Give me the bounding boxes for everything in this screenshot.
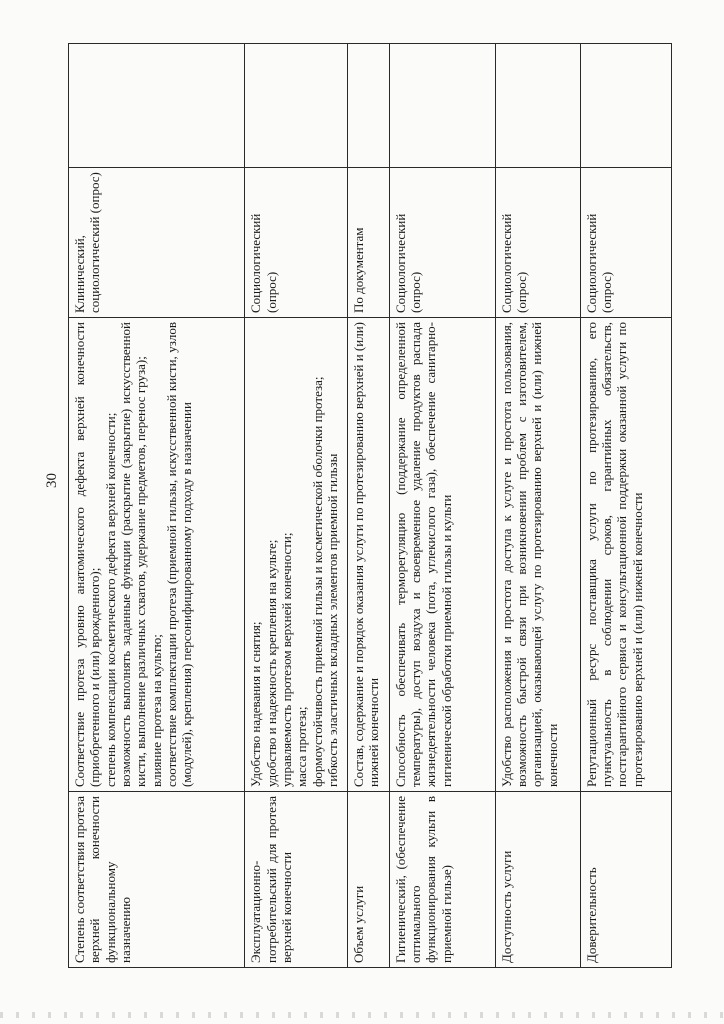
description-line: масса протеза;	[294, 706, 310, 787]
criteria-table	[68, 43, 672, 968]
description-cell	[580, 318, 671, 792]
method-cell: Социологический (опрос)	[495, 168, 580, 318]
criterion-cell: Объем услуги	[348, 792, 390, 968]
method-cell: Клинический, социологический (опрос)	[69, 168, 245, 318]
description-line: степень компенсации косметического дефекта верхней конечности;	[102, 412, 118, 787]
table-row	[245, 44, 348, 968]
criterion-cell: Гигиенический, (обеспечение оптимального функционирования культи в приемной гильзе)	[389, 792, 495, 968]
table-row	[69, 44, 245, 968]
description-line: Способность обеспечивать терморегуляцию (поддержание определенной температуры), доступ воздуха и своевременное удаление продуктов распада жизнедеятельности человека (пота, углекислого газа), обеспечение санитарно-гигиенической обработки приемной гильзы и культи	[392, 322, 454, 787]
description-line: удобство и надежность крепления на культе;	[263, 539, 279, 787]
empty-cell	[69, 44, 245, 168]
empty-cell	[495, 44, 580, 168]
criterion-cell: Степень соответствия протеза верхней конечности функциональному назначению	[69, 792, 245, 968]
description-line: Репутационный ресурс поставщика услуги по протезированию, его пунктуальность в соблюдении сроков, гарантийных обязательств, постгарантийного сервиса и консультационной поддержки оказанной услуги по протезированию верхней и (или) нижней конечности	[583, 322, 645, 787]
description-line: гибкость эластичных вкладных элементов приемной гильзы	[325, 453, 341, 787]
method-cell: Социологический (опрос)	[245, 168, 348, 318]
method-cell: По документам	[348, 168, 390, 318]
description-line: влияние протеза на культю;	[148, 634, 164, 787]
scan-artifact	[0, 1012, 724, 1018]
description-line: управляемость протезом верхней конечности;	[279, 532, 295, 787]
description-line: Состав, содержание и порядок оказания услуги по протезированию верхней и (или) нижней конечности	[351, 322, 382, 787]
description-line: Удобство надевания и снятия;	[248, 621, 264, 787]
description-line: соответствие комплектации протеза (приемной гильзы, искусственной кисти, узлов (модулей), крепления) персонифицированному подходу в назначении	[163, 322, 195, 787]
empty-cell	[389, 44, 495, 168]
method-cell: Социологический (опрос)	[580, 168, 671, 318]
criterion-cell: Доступность услуги	[495, 792, 580, 968]
description-line: возможность выполнять заданные функции (раскрытие (закрытие) искусственной кисти, выполнение различных схватов, удержание предметов, перенос груза);	[117, 322, 149, 787]
description-cell	[495, 318, 580, 792]
table-row	[495, 44, 580, 968]
description-cell	[69, 318, 245, 792]
page-number: 30	[44, 473, 60, 488]
method-cell: Социологический (опрос)	[389, 168, 495, 318]
table-row	[580, 44, 671, 968]
description-cell	[245, 318, 348, 792]
description-line: Удобство расположения и простота доступа к услуге и простота пользования, возможность быстрой связи при возникновении проблем с изготовителем, организацией, оказывающей услугу по протезированию верхней и (или) нижней конечности	[498, 322, 560, 787]
description-line: Соответствие протеза уровню анатомического дефекта верхней конечности (приобретенного и (или) врожденного);	[72, 322, 103, 787]
description-cell	[389, 318, 495, 792]
description-line: формоустойчивость приемной гильзы и косметической оболочки протеза;	[309, 376, 325, 787]
empty-cell	[245, 44, 348, 168]
description-cell	[348, 318, 390, 792]
empty-cell	[580, 44, 671, 168]
table-row	[389, 44, 495, 968]
rotated-table-wrapper	[68, 44, 672, 968]
criterion-cell: Доверительность	[580, 792, 671, 968]
empty-cell	[348, 44, 390, 168]
criterion-cell: Эксплуатационно-потребительский для протеза верхней конечности	[245, 792, 348, 968]
table-row	[348, 44, 390, 968]
